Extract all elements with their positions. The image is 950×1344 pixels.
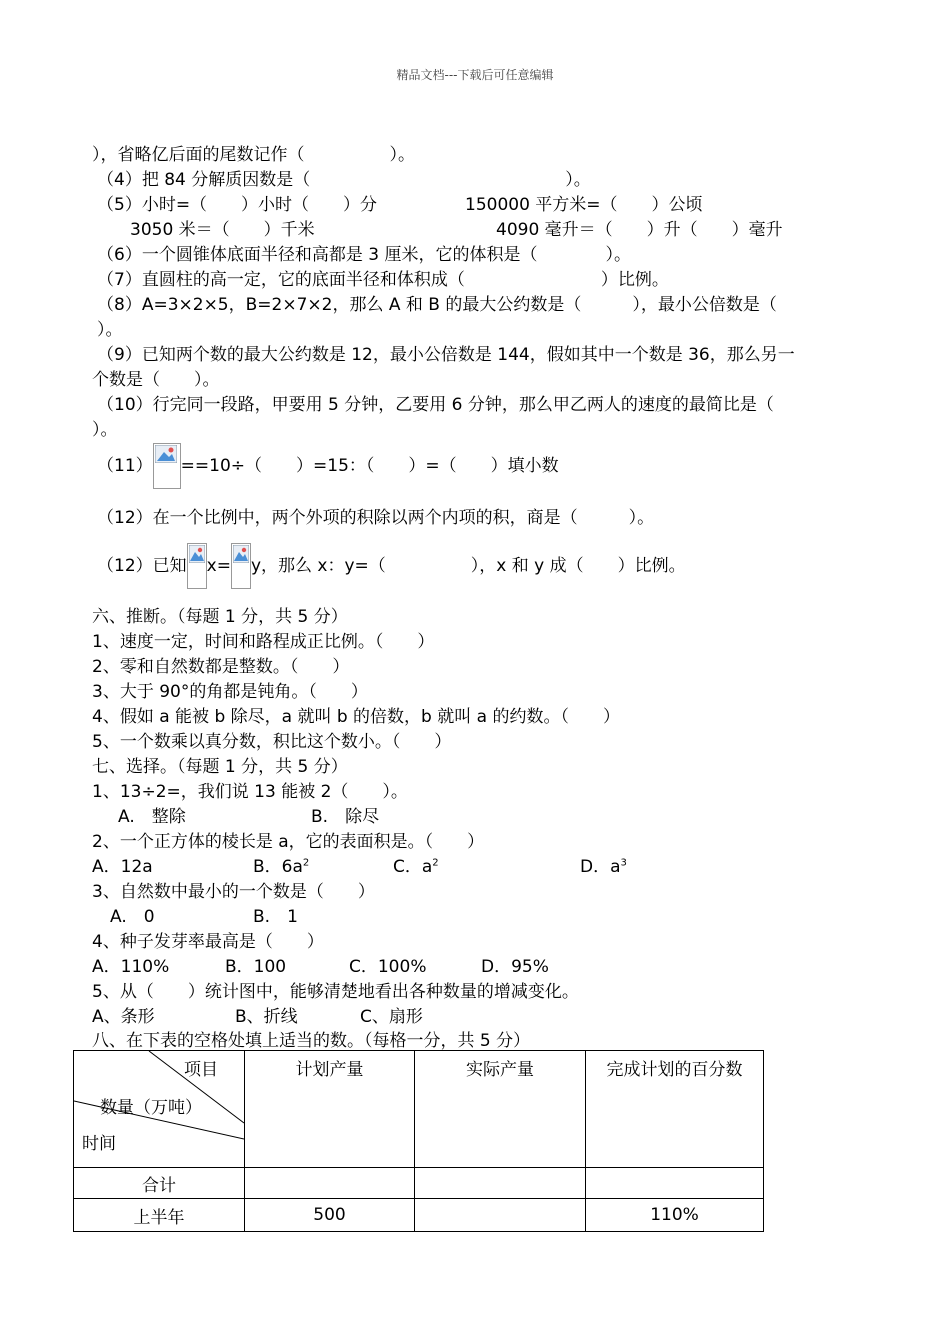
choice-q4-b: B．100 xyxy=(225,957,287,977)
cell-total-percent[interactable] xyxy=(586,1168,764,1199)
choice-q4: 4、种子发芽率最高是（ ） xyxy=(92,932,324,952)
cell-total-actual[interactable] xyxy=(415,1168,586,1199)
q11-prefix: （11） xyxy=(97,456,153,476)
diag-label-quantity: 数量（万吨） xyxy=(100,1098,202,1118)
choice-q5-a: A、条形 xyxy=(92,1007,155,1027)
choice-q3-a: A. 0 xyxy=(110,907,155,927)
choice-q2-c xyxy=(393,856,439,878)
diagonal-header xyxy=(74,1051,244,1167)
broken-image-icon xyxy=(187,543,207,589)
q6-cone: （6）一个圆锥体底面半径和高都是 3 厘米，它的体积是（ ）。 xyxy=(97,245,631,265)
q5-length: 3050 米＝（ ）千米 xyxy=(130,220,315,240)
table-header-row xyxy=(74,1051,764,1168)
superscript: 2 xyxy=(302,857,310,869)
choice-q5-c: C、扇形 xyxy=(360,1007,423,1027)
section8-title: 八、在下表的空格处填上适当的数。（每格一分，共 5 分） xyxy=(92,1031,531,1051)
judge-item-3: 3、大于 90°的角都是钝角。（ ） xyxy=(92,682,368,702)
choice-q2-d xyxy=(580,856,627,878)
q9-numbers: （9）已知两个数的最大公约数是 12，最小公倍数是 144，假如其中一个数是 36，那么另一 xyxy=(97,345,795,365)
q4-factorize: （4）把 84 分解质因数是（ ）。 xyxy=(97,170,591,190)
header-percent: 完成计划的百分数 xyxy=(586,1051,764,1168)
q10-tail: ）。 xyxy=(92,420,118,440)
judge-item-5: 5、一个数乘以真分数，积比这个数小。（ ） xyxy=(92,732,452,752)
section6-title: 六、推断。（每题 1 分，共 5 分） xyxy=(92,607,348,627)
cell-total-plan[interactable] xyxy=(245,1168,415,1199)
table-row xyxy=(74,1168,764,1199)
section7-title: 七、选择。（每题 1 分，共 5 分） xyxy=(92,757,348,777)
choice-q2-b-text: B．6a xyxy=(253,857,303,877)
page-header: 精品文档---下载后可任意编辑 xyxy=(396,68,554,82)
choice-q4-d: D．95% xyxy=(481,957,549,977)
row-label-total: 合计 xyxy=(74,1168,245,1199)
choice-q3-b: B. 1 xyxy=(253,907,298,927)
choice-q1-a: A. 整除 xyxy=(118,807,186,827)
table-row xyxy=(74,1199,764,1232)
q8-gcd-lcm: （8）A=3×2×5，B=2×7×2，那么 A 和 B 的最大公约数是（ ），最小公倍数是（ xyxy=(97,295,777,315)
choice-q4-a: A．110% xyxy=(92,957,170,977)
q3-tail: ），省略亿后面的尾数记作（ ）。 xyxy=(92,145,415,165)
choice-q5-b: B、折线 xyxy=(235,1007,298,1027)
choice-q2-b xyxy=(253,856,309,878)
choice-q3: 3、自然数中最小的一个数是（ ） xyxy=(92,882,375,902)
q12b-line xyxy=(97,543,686,589)
broken-image-icon xyxy=(231,543,251,589)
choice-q2-c-text: C．a xyxy=(393,857,433,877)
cell-first-half-plan: 500 xyxy=(245,1199,415,1232)
choice-q5: 5、从（ ）统计图中，能够清楚地看出各种数量的增减变化。 xyxy=(92,982,579,1002)
q12b-prefix: （12）已知 xyxy=(97,556,187,576)
q10-speed: （10）行完同一段路，甲要用 5 分钟，乙要用 6 分钟，那么甲乙两人的速度的最简比是（ xyxy=(97,395,774,415)
cell-first-half-actual[interactable] xyxy=(415,1199,586,1232)
q11-line xyxy=(97,443,559,489)
diag-label-item: 项目 xyxy=(184,1060,218,1080)
q5-area: 150000 平方米=（ ）公顷 xyxy=(465,195,703,215)
judge-item-2: 2、零和自然数都是整数。（ ） xyxy=(92,657,350,677)
choice-q2-d-text: D．a xyxy=(580,857,621,877)
superscript: 3 xyxy=(620,857,627,869)
q11-suffix: ==10÷（ ）=15：（ ）=（ ）填小数 xyxy=(180,456,559,476)
q7-cylinder: （7）直圆柱的高一定，它的底面半径和体积成（ ）比例。 xyxy=(97,270,669,290)
cell-first-half-percent: 110% xyxy=(586,1199,764,1232)
row-label-first-half: 上半年 xyxy=(74,1199,245,1232)
q12b-suffix: y，那么 x：y=（ ），x 和 y 成（ ）比例。 xyxy=(250,556,686,576)
choice-q1: 1、13÷2=，我们说 13 能被 2（ ）。 xyxy=(92,782,408,802)
production-table xyxy=(73,1050,764,1232)
q5-volume: 4090 毫升＝（ ）升（ ）毫升 xyxy=(496,220,783,240)
choice-q2: 2、一个正方体的棱长是 a，它的表面积是。（ ） xyxy=(92,832,485,852)
choice-q1-b: B. 除尽 xyxy=(311,807,380,827)
header-actual: 实际产量 xyxy=(415,1051,586,1168)
q9-tail: 个数是（ ）。 xyxy=(92,370,220,390)
judge-item-4: 4、假如 a 能被 b 除尽，a 就叫 b 的倍数，b 就叫 a 的约数。（ ） xyxy=(92,707,620,727)
diag-label-time: 时间 xyxy=(82,1134,116,1154)
judge-item-1: 1、速度一定，时间和路程成正比例。（ ） xyxy=(92,632,435,652)
q12b-mid: x= xyxy=(206,556,231,576)
q12-proportion: （12）在一个比例中，两个外项的积除以两个内项的积，商是（ ）。 xyxy=(97,508,655,528)
q5-time: （5）小时=（ ）小时（ ）分 xyxy=(97,195,378,215)
header-plan: 计划产量 xyxy=(245,1051,415,1168)
superscript: 2 xyxy=(432,857,439,869)
diagonal-header-cell xyxy=(74,1051,245,1168)
choice-q2-a: A．12a xyxy=(92,857,153,877)
broken-image-icon xyxy=(153,443,181,489)
q8-tail: ）。 xyxy=(97,320,123,340)
choice-q4-c: C．100% xyxy=(349,957,427,977)
